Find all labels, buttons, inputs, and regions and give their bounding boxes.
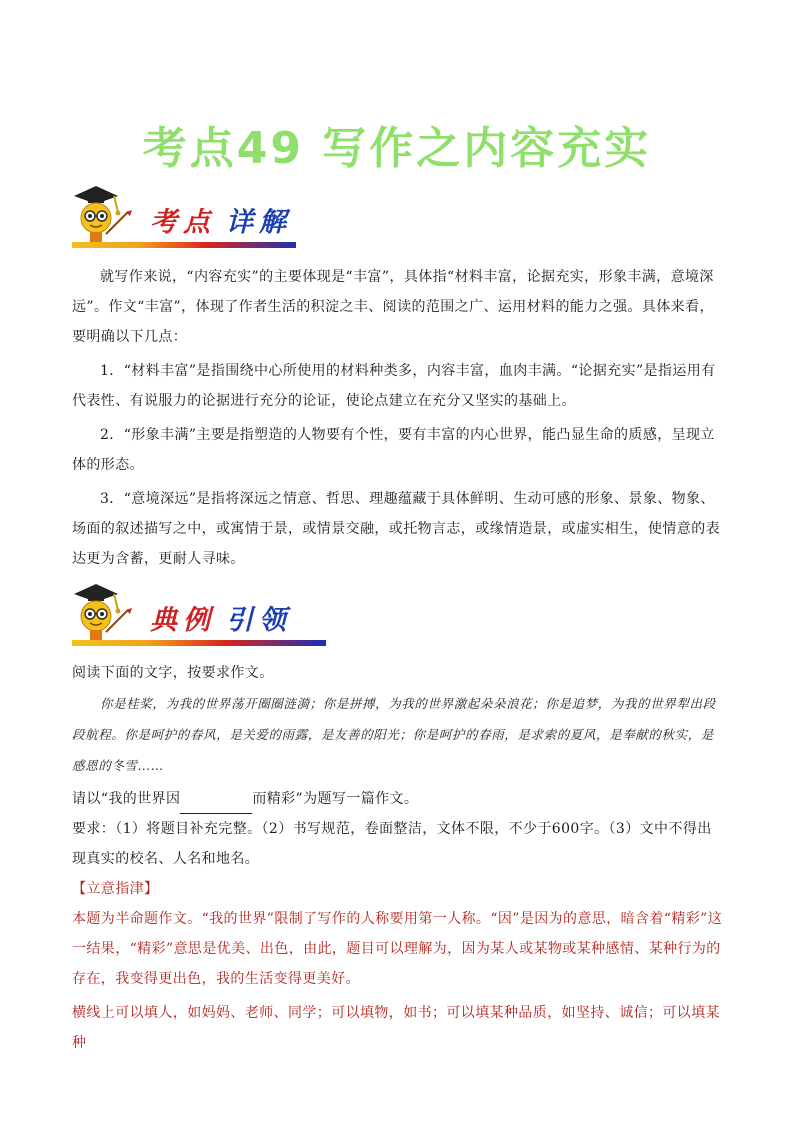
prompt-before: 请以“我的世界因: [72, 791, 181, 807]
heading-word-blue: 详解: [226, 207, 292, 238]
heading-word-red: 典例: [150, 605, 216, 636]
sample-text: 你是桂桨，为我的世界荡开圈圈涟漪；你是拼搏，为我的世界激起朵朵浪花；你是追梦，为我的世界犁出段段航程。你是呵护的春风，是关爱的雨露，是友善的阳光；你是呵护的春雨，是求索的夏风，是奉献的秋实，是感恩的冬雪……: [72, 696, 716, 773]
essay-prompt: [72, 784, 724, 814]
heading-word-red: 考点: [150, 207, 216, 238]
section-heading: [150, 200, 292, 239]
task-line: 阅读下面的文字，按要求作文。: [72, 665, 274, 681]
section-heading: [150, 598, 292, 637]
page-title: 考点49 写作之内容充实: [142, 123, 652, 174]
heading-underline: [72, 242, 296, 248]
graduate-mascot-icon: [66, 182, 146, 250]
graduate-mascot-icon: [66, 580, 146, 648]
guide-paragraph-1: 本题为半命题作文。“我的世界”限制了写作的人称要用第一人称。“因”是因为的意思，暗含着“精彩”这一结果，“精彩”意思是优美、出色，由此，题目可以理解为，因为某人或某物或某种感情、某种行为的存在，我变得更出色，我的生活变得更美好。: [72, 911, 723, 987]
title-blank: [180, 799, 252, 814]
guide-heading: 【立意指津】: [72, 881, 159, 897]
prompt-after: 而精彩”为题写一篇作文。: [252, 791, 419, 807]
point-3: 3．“意境深远”是指将深远之情意、哲思、理趣蕴藏于具体鲜明、生动可感的形象、景象、物象、场面的叙述描写之中，或寓情于景，或情景交融，或托物言志，或缘情造景，或虚实相生，使情意的表达更为含蓄，更耐人寻味。: [72, 491, 720, 567]
heading-word-blue: 引领: [226, 605, 292, 636]
point-1: 1．“材料丰富”是指围绕中心所使用的材料种类多，内容丰富，血肉丰满。“论据充实”是指运用有代表性、有说服力的论据进行充分的论证，使论点建立在充分又坚实的基础上。: [72, 363, 716, 409]
guide-paragraph-2: 横线上可以填人，如妈妈、老师、同学；可以填物，如书；可以填某种品质，如坚持、诚信；可以填某种: [72, 1005, 720, 1051]
requirements: 要求：（1）将题目补充完整。（2）书写规范，卷面整洁，文体不限，不少于600字。（3）文中不得出现真实的校名、人名和地名。: [72, 821, 712, 867]
section-header-kaodian: [66, 182, 366, 252]
heading-underline: [72, 640, 326, 646]
section-header-dianli: [66, 580, 366, 650]
intro-paragraph: 就写作来说，“内容充实”的主要体现是“丰富”，具体指“材料丰富，论据充实，形象丰满，意境深远”。作文“丰富”，体现了作者生活的积淀之丰、阅读的范围之广、运用材料的能力之强。具体来看，要明确以下几点：: [72, 269, 714, 345]
point-2: 2．“形象丰满”主要是指塑造的人物要有个性，要有丰富的内心世界，能凸显生命的质感，呈现立体的形态。: [72, 427, 715, 473]
